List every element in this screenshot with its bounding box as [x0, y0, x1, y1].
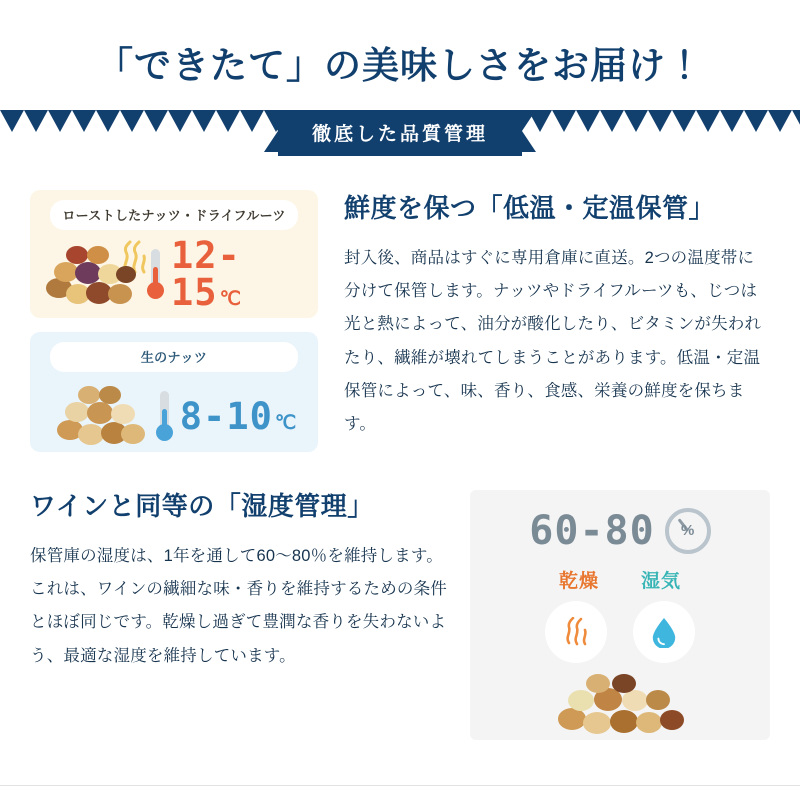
thermometer-hot-icon [146, 249, 165, 299]
temperature-text-block [318, 190, 770, 466]
water-drop-icon [650, 616, 678, 648]
temperature-card-list [30, 190, 318, 466]
humidity-panel [470, 490, 770, 740]
page-header [0, 0, 800, 168]
humidity-range-value: 60-80 [529, 508, 655, 554]
flame-icon [561, 617, 591, 647]
panel-nuts-image [550, 672, 690, 734]
temperature-section [0, 168, 800, 466]
temperature-card-roasted-label: ローストしたナッツ・ドライフルーツ [50, 200, 298, 230]
humidity-icons-row [470, 601, 770, 663]
temperature-card-raw [30, 332, 318, 452]
humidity-text-block [30, 490, 470, 740]
humidity-body: 保管庫の湿度は、1年を通して60〜80％を維持します。これは、ワインの繊細な味・香りを維持するための条件とほぼ同じです。乾燥し過ぎて豊潤な香りを失わないよう、最適な湿度を維持しています。 [30, 546, 448, 665]
humidity-gauge-icon [665, 508, 711, 554]
page-title: 「できたて」の美味しさをお届け！ [96, 45, 704, 86]
temperature-value-raw [179, 394, 298, 438]
thermometer-cold-icon [155, 391, 174, 441]
temperature-number-raw: 8-10 [179, 394, 273, 438]
temperature-value-roasted [171, 234, 306, 314]
roasted-nuts-image [42, 238, 146, 310]
temperature-card-roasted-row [42, 234, 306, 314]
gauge-percent-label: % [681, 522, 695, 539]
humidity-label-dry: 乾燥 [558, 571, 599, 592]
temperature-unit-raw: ℃ [274, 411, 298, 434]
temperature-number-roasted: 12-15 [171, 234, 241, 314]
humidity-heading: ワインと同等の「湿度管理」 [30, 491, 374, 521]
quality-ribbon-banner: 徹底した品質管理 [278, 110, 522, 156]
raw-nuts-image [51, 380, 155, 452]
temperature-card-raw-row [42, 376, 306, 456]
temperature-body: 封入後、商品はすぐに専用倉庫に直送。2つの温度帯に分けて保管します。ナッツやドライフルーツも、じつは光と熱によって、油分が酸化したり、ビタミンが失われたり、繊維が壊れてしまうことがあります。低温・定温保管によって、味、香り、食感、栄養の鮮度を保ちます。 [344, 248, 762, 434]
temperature-unit-roasted: ℃ [219, 288, 242, 310]
humidity-label-wet: 湿気 [641, 571, 682, 592]
bottom-divider [0, 785, 800, 786]
temperature-card-raw-label: 生のナッツ [50, 342, 298, 372]
humidity-range-row [470, 508, 770, 554]
dry-icon-circle [545, 601, 607, 663]
wet-icon-circle [633, 601, 695, 663]
humidity-section [0, 466, 800, 740]
humidity-labels-row [470, 566, 770, 593]
temperature-card-roasted [30, 190, 318, 318]
temperature-heading: 鮮度を保つ「低温・定温保管」 [344, 193, 716, 223]
